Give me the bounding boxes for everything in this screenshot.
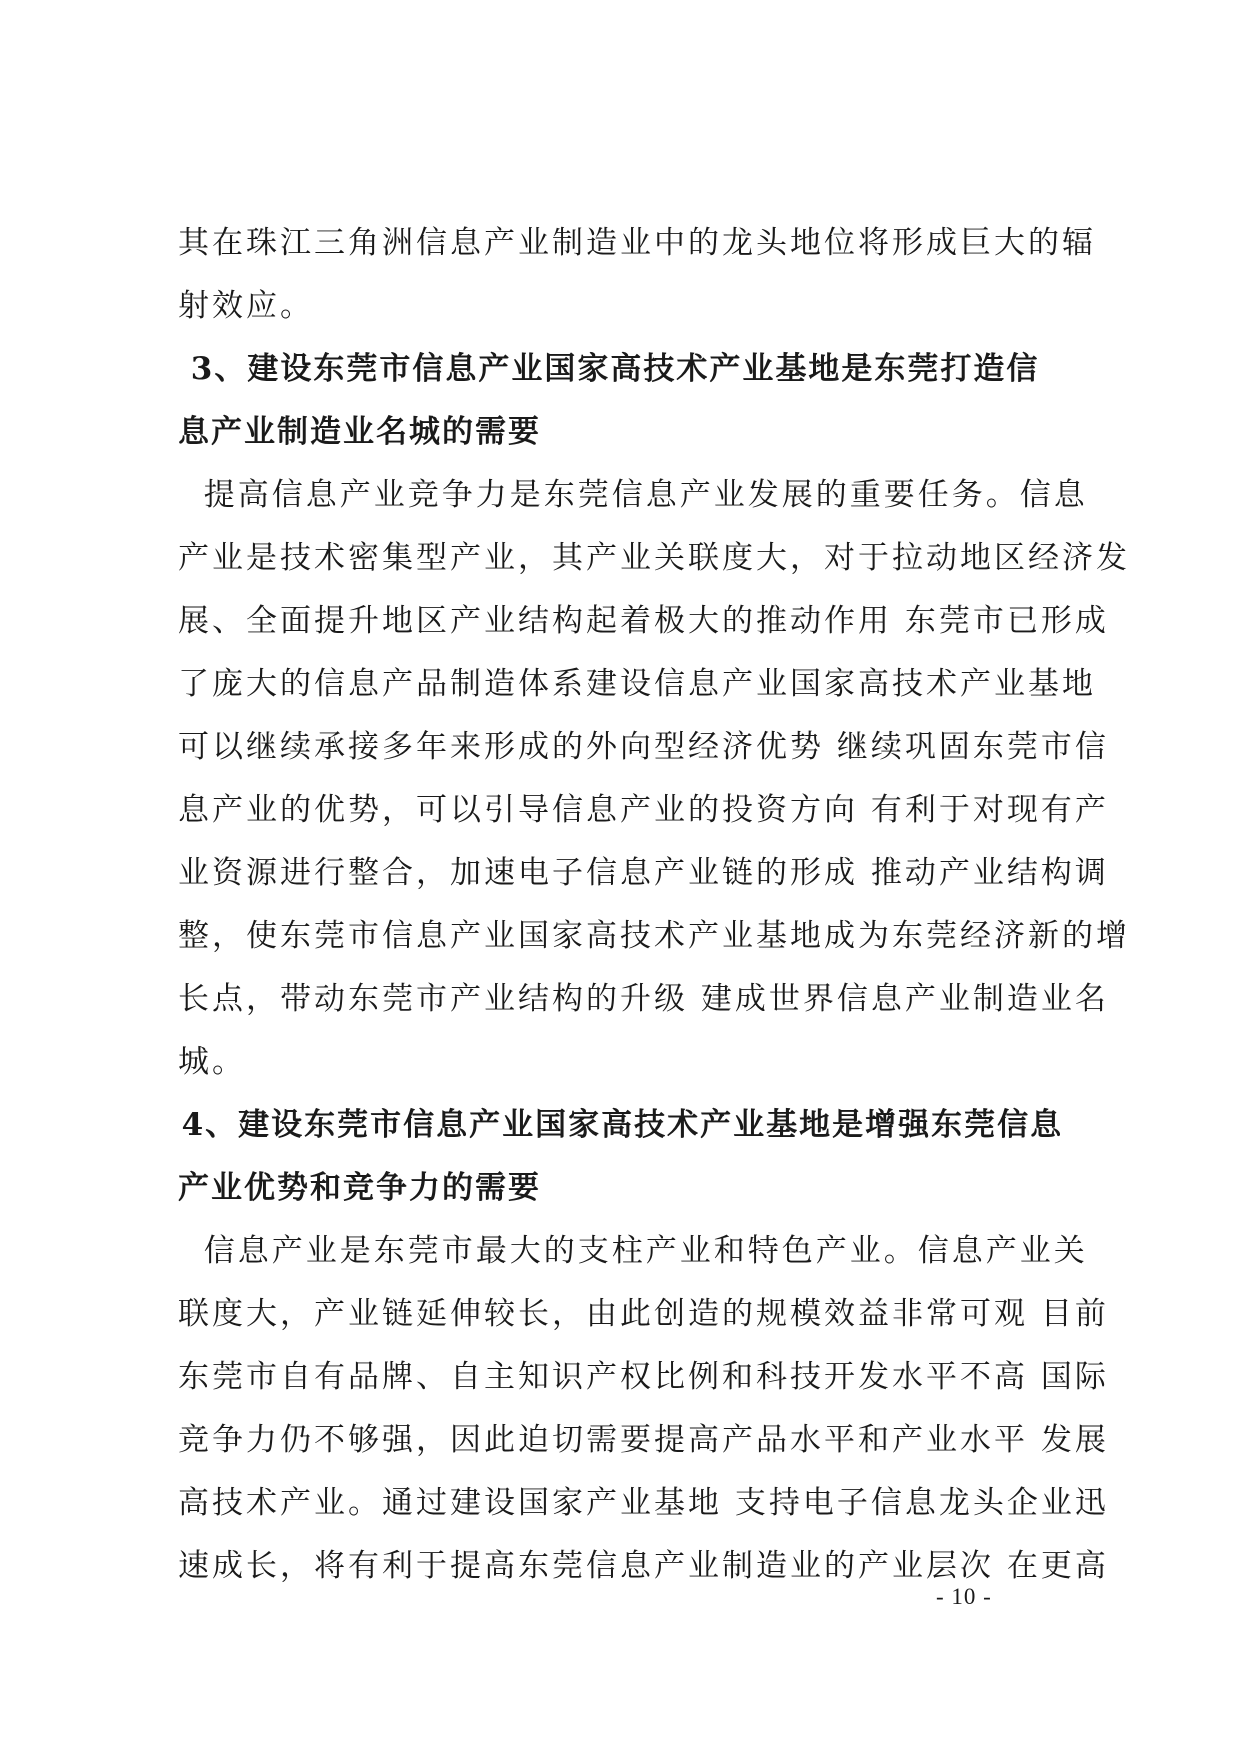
text-line: 高技术产业。通过建设国家产业基地 支持电子信息龙头企业迅: [178, 1485, 1109, 1521]
paragraph-continuation: [178, 212, 1098, 338]
heading-line: 产业优势和竞争力的需要: [178, 1170, 541, 1206]
text-line: 联度大，产业链延伸较长，由此创造的规模效益非常可观 目前: [178, 1296, 1109, 1332]
heading-line: 4、建设东莞市信息产业国家高技术产业基地是增强东莞信息: [156, 1107, 1064, 1143]
heading-line: 3、建设东莞市信息产业国家高技术产业基地是东莞打造信: [178, 351, 1040, 387]
document-body: [156, 212, 1130, 1598]
text-line: 射效应。: [178, 288, 314, 324]
text-line: 息产业的优势，可以引导信息产业的投资方向 有利于对现有产: [178, 792, 1109, 828]
paragraph-section-4: [178, 1220, 1109, 1598]
text-line: 了庞大的信息产品制造体系建设信息产业国家高技术产业基地: [178, 666, 1096, 702]
text-line: 其在珠江三角洲信息产业制造业中的龙头地位将形成巨大的辐: [178, 225, 1096, 261]
text-line: 展、全面提升地区产业结构起着极大的推动作用 东莞市已形成: [178, 603, 1109, 639]
heading-line: 息产业制造业名城的需要: [178, 414, 541, 450]
text-line: 城。: [178, 1044, 246, 1080]
text-line: 速成长，将有利于提高东莞信息产业制造业的产业层次 在更高: [178, 1548, 1109, 1584]
section-heading-4: [156, 1094, 1098, 1220]
section-heading-3: [178, 338, 1098, 464]
text-line: 整，使东莞市信息产业国家高技术产业基地成为东莞经济新的增: [178, 918, 1130, 954]
text-line: 提高信息产业竞争力是东莞信息产业发展的重要任务。信息: [178, 477, 1088, 513]
text-line: 竞争力仍不够强，因此迫切需要提高产品水平和产业水平 发展: [178, 1422, 1109, 1458]
page-number: - 10 -: [936, 1584, 992, 1609]
text-line: 业资源进行整合，加速电子信息产业链的形成 推动产业结构调: [178, 855, 1109, 891]
text-line: 信息产业是东莞市最大的支柱产业和特色产业。信息产业关: [178, 1233, 1088, 1269]
text-line: 可以继续承接多年来形成的外向型经济优势 继续巩固东莞市信: [178, 729, 1109, 765]
paragraph-section-3: [178, 464, 1130, 1094]
text-line: 长点，带动东莞市产业结构的升级 建成世界信息产业制造业名: [178, 981, 1109, 1017]
text-line: 东莞市自有品牌、自主知识产权比例和科技开发水平不高 国际: [178, 1359, 1109, 1395]
text-line: 产业是技术密集型产业，其产业关联度大，对于拉动地区经济发: [178, 540, 1130, 576]
